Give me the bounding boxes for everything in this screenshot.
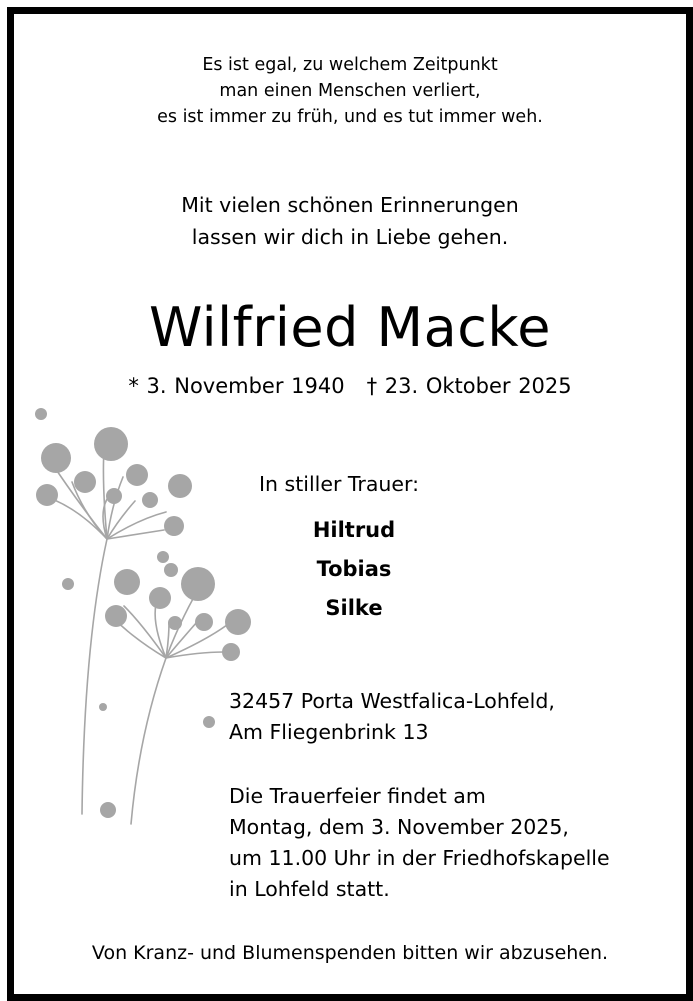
- address-block: [229, 686, 555, 748]
- mourning-label: In stiller Trauer:: [259, 472, 419, 496]
- address-line: Am Fliegenbrink 13: [229, 720, 429, 744]
- birth-date: * 3. November 1940: [128, 374, 345, 398]
- motto-line: es ist immer zu früh, und es tut immer weh.: [157, 107, 543, 127]
- ceremony-line: Montag, dem 3. November 2025,: [229, 815, 569, 839]
- farewell-line: lassen wir dich in Liebe gehen.: [191, 225, 509, 249]
- obituary-notice: [7, 7, 693, 1001]
- farewell-line: Mit vielen schönen Erinnerungen: [181, 193, 519, 217]
- ceremony-line: Die Trauerfeier findet am: [229, 784, 486, 808]
- motto-line: Es ist egal, zu welchem Zeitpunkt: [202, 55, 498, 75]
- deceased-name: Wilfried Macke: [148, 296, 552, 359]
- death-date: † 23. Oktober 2025: [366, 374, 572, 398]
- motto-verse: [14, 52, 686, 130]
- ceremony-details: [229, 781, 610, 905]
- ceremony-line: in Lohfeld statt.: [229, 877, 390, 901]
- address-line: 32457 Porta Westfalica-Lohfeld,: [229, 689, 555, 713]
- motto-line: man einen Menschen verliert,: [219, 81, 481, 101]
- mourner-name: Hiltrud: [312, 518, 396, 542]
- mourner-name: Silke: [325, 596, 383, 620]
- mourners-list: [14, 511, 693, 628]
- closing-note: Von Kranz- und Blumenspenden bitten wir abzusehen.: [91, 942, 609, 964]
- farewell-text: [14, 189, 686, 253]
- ceremony-line: um 11.00 Uhr in der Friedhofskapelle: [229, 846, 610, 870]
- mourner-name: Tobias: [316, 557, 392, 581]
